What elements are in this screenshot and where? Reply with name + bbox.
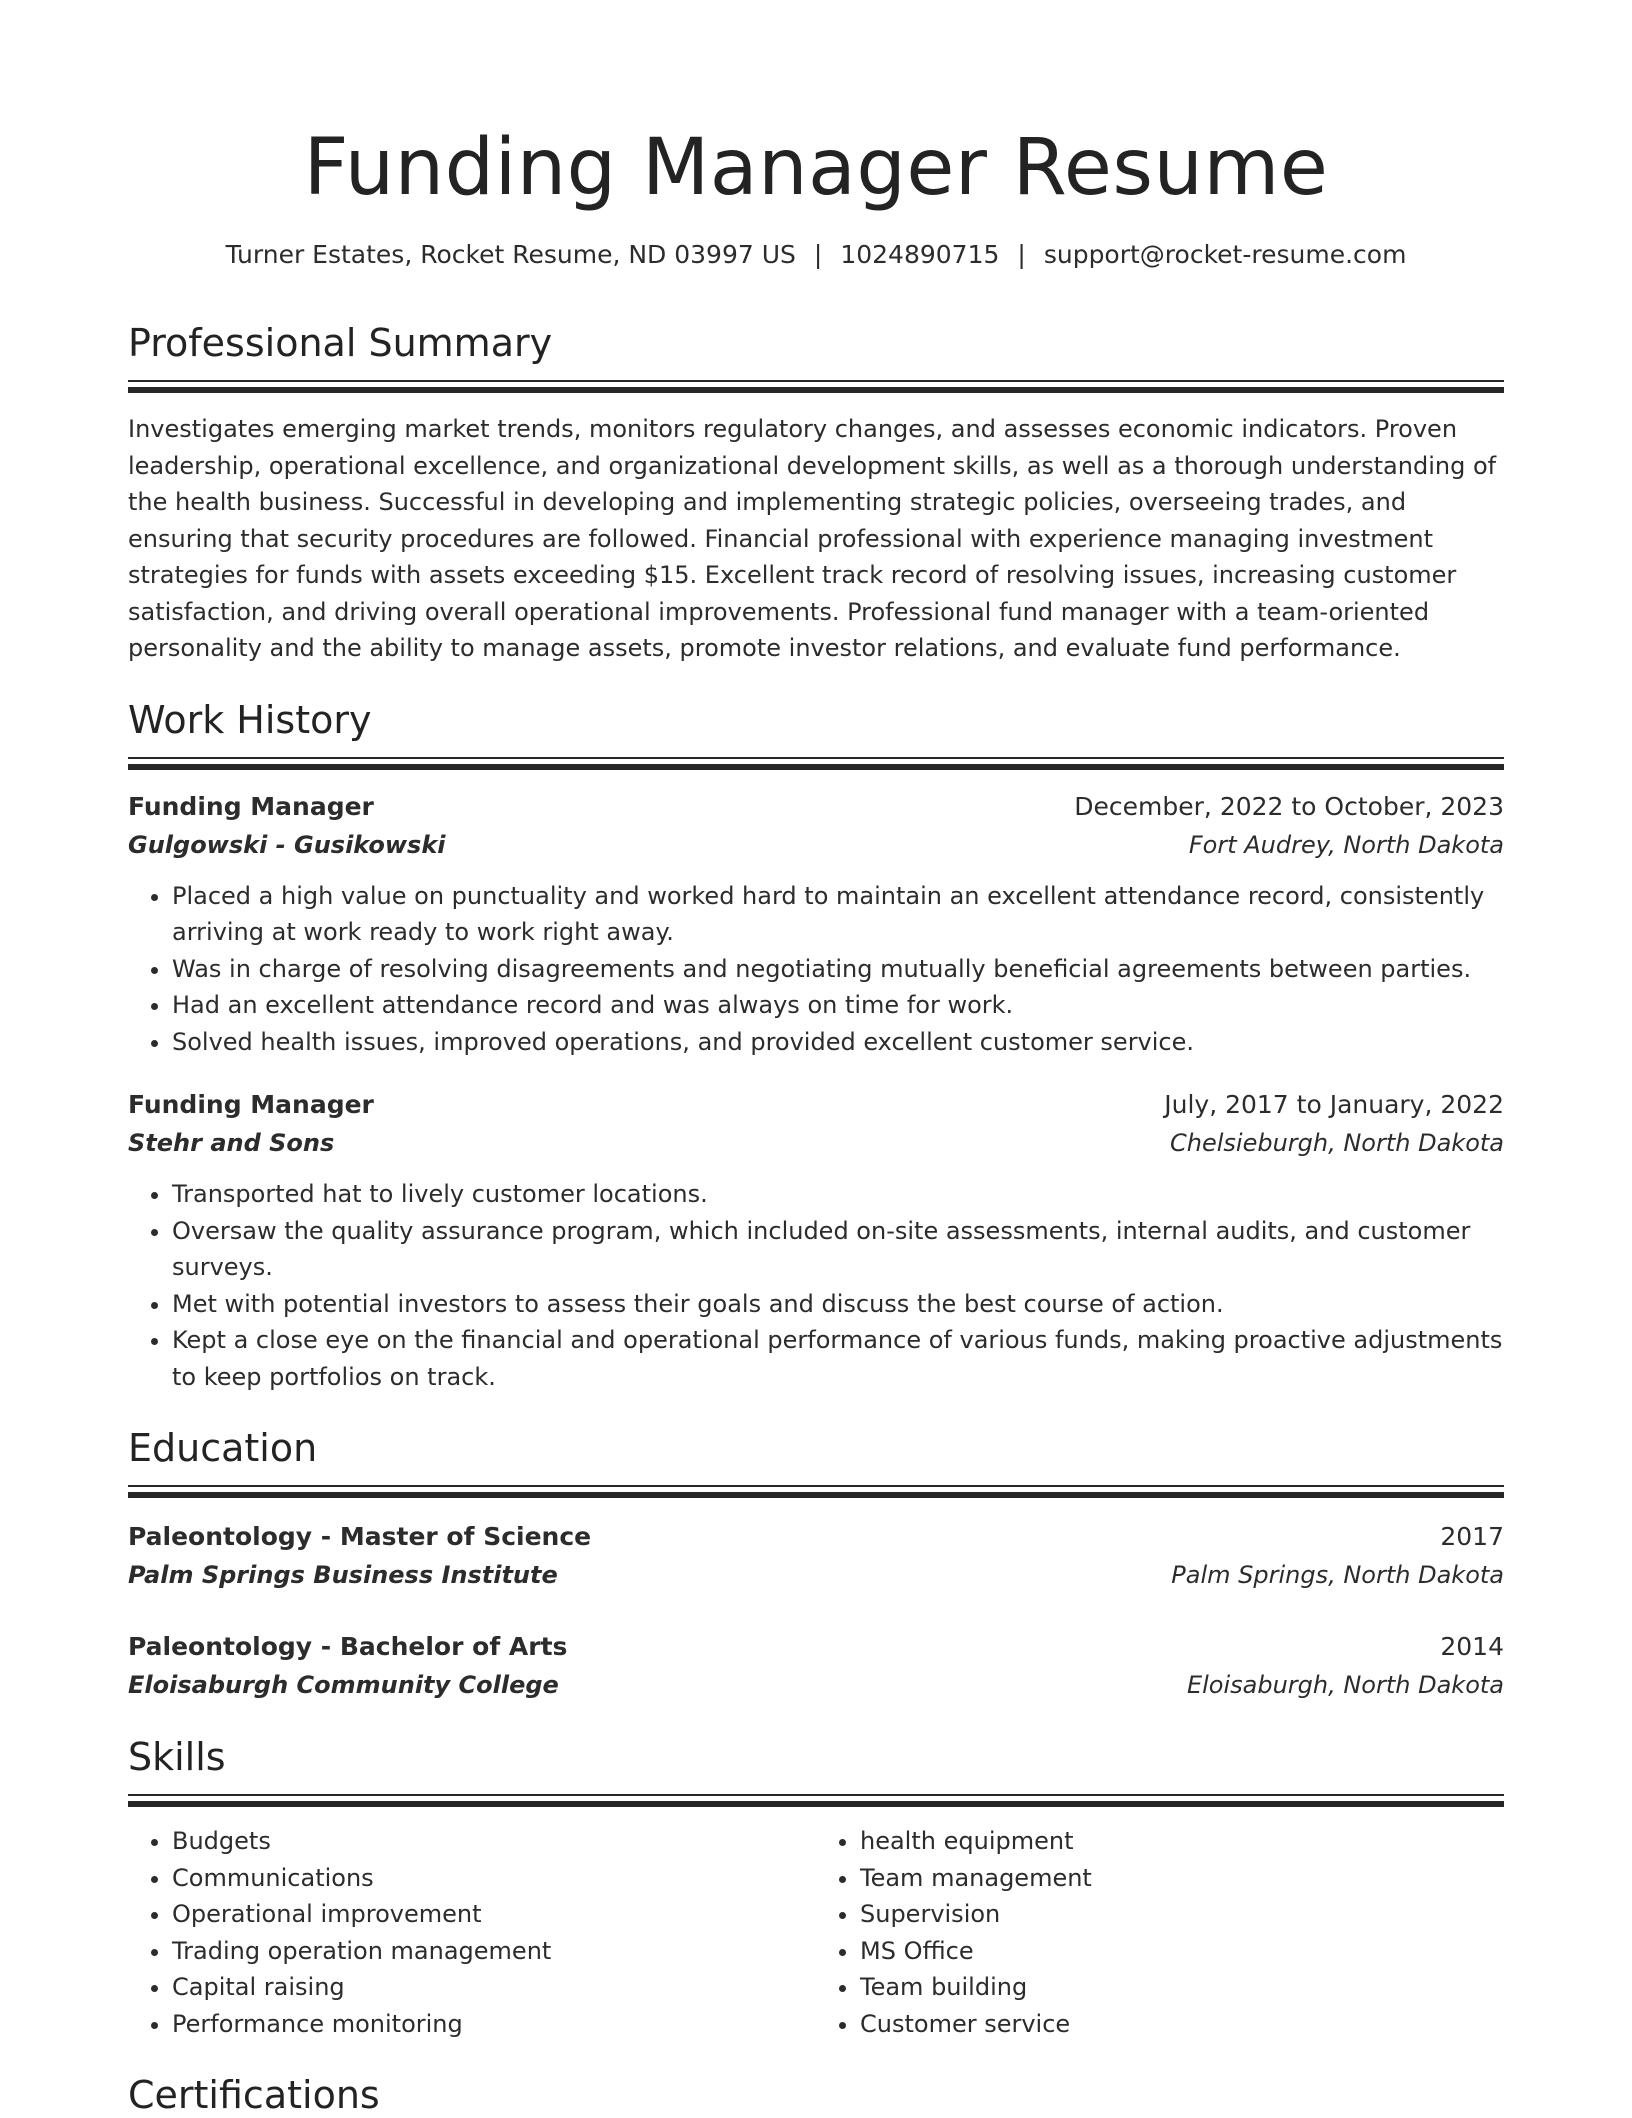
contact-separator: |: [813, 240, 823, 269]
skill-item: • Team management: [860, 1860, 1504, 1897]
certifications-section: [128, 2072, 1504, 2118]
skills-list-right: [816, 1823, 1504, 2042]
skill-item: • Team building: [860, 1969, 1504, 2006]
skills-list-left: [128, 1823, 816, 2042]
skill-item: • Trading operation management: [172, 1933, 816, 1970]
skill-item: • Supervision: [860, 1896, 1504, 1933]
section-divider: [128, 1794, 1504, 1796]
contact-address: Turner Estates, Rocket Resume, ND 03997 US: [225, 240, 796, 269]
job-company: Stehr and Sons: [128, 1129, 335, 1157]
education-year: 2017: [1440, 1522, 1504, 1551]
skill-item: • health equipment: [860, 1823, 1504, 1860]
skill-item: • Customer service: [860, 2006, 1504, 2043]
education-year: 2014: [1440, 1632, 1504, 1661]
education-school: Palm Springs Business Institute: [128, 1561, 558, 1589]
contact-phone: 1024890715: [840, 240, 1000, 269]
skills-columns: [128, 1823, 1504, 2042]
section-divider-thick: [128, 1492, 1504, 1498]
job-bullet: • Placed a high value on punctuality and worked hard to maintain an excellent attendance record, consistently arriving at work ready to work right away.: [172, 878, 1504, 951]
section-heading-summary: Professional Summary: [128, 321, 553, 365]
job-location: Fort Audrey, North Dakota: [1188, 830, 1504, 859]
summary-section: [128, 320, 1504, 667]
job-bullet: • Solved health issues, improved operations, and provided excellent customer service.: [172, 1024, 1504, 1061]
job-bullets: [128, 878, 1504, 1061]
section-heading-certifications: Certifications: [128, 2073, 380, 2117]
contact-email: support@rocket-resume.com: [1043, 240, 1407, 269]
contact-separator: |: [1017, 240, 1026, 269]
contact-line: [128, 238, 1504, 272]
skill-item: • Communications: [172, 1860, 816, 1897]
section-heading-work: Work History: [128, 697, 372, 742]
education-school: Eloisaburgh Community College: [128, 1671, 559, 1699]
job-title: Funding Manager: [128, 791, 374, 821]
resume-title: Funding Manager Resume: [303, 123, 1329, 213]
job-bullet: • Met with potential investors to assess their goals and discuss the best course of action.: [172, 1286, 1504, 1323]
work-history-section: [128, 697, 1504, 1396]
education-degree: Paleontology - Master of Science: [128, 1522, 592, 1551]
job-dates: July, 2017 to January, 2022: [1164, 1090, 1504, 1119]
job-title: Funding Manager: [128, 1090, 374, 1119]
job-location: Chelsieburgh, North Dakota: [1170, 1129, 1504, 1157]
skill-item: • Performance monitoring: [172, 2006, 816, 2043]
education-section: [128, 1425, 1504, 1704]
section-divider-thick: [128, 387, 1504, 393]
job-bullets: [128, 1176, 1504, 1395]
section-divider-thick: [128, 1801, 1504, 1807]
job-dates: December, 2022 to October, 2023: [1074, 791, 1504, 821]
job-bullet: • Transported hat to lively customer locations.: [172, 1176, 1504, 1213]
section-heading-education: Education: [128, 1426, 318, 1470]
skill-item: • Operational improvement: [172, 1896, 816, 1933]
education-degree: Paleontology - Bachelor of Arts: [128, 1632, 568, 1661]
education-entry: [128, 1518, 1504, 1594]
skill-item: • Budgets: [172, 1823, 816, 1860]
education-entry: [128, 1628, 1504, 1704]
job-bullet: • Had an excellent attendance record and was always on time for work.: [172, 987, 1504, 1024]
section-divider-thick: [128, 764, 1504, 770]
resume-page: [128, 0, 1504, 2118]
job-bullet: • Oversaw the quality assurance program, which included on-site assessments, internal audits, and customer surveys.: [172, 1213, 1504, 1286]
education-location: Eloisaburgh, North Dakota: [1186, 1671, 1504, 1699]
section-divider: [128, 1485, 1504, 1487]
section-divider: [128, 757, 1504, 759]
skill-item: • Capital raising: [172, 1969, 816, 2006]
job-entry: [128, 788, 1504, 1061]
job-company: Gulgowski - Gusikowski: [128, 830, 446, 859]
summary-text: Investigates emerging market trends, monitors regulatory changes, and assesses economic indicators. Proven leadership, operational excellence, and organizational development skills, as well as a thorough understanding of the health business. Successful in developing and implementing strategic policies, overseeing trades, and ensuring that security procedures are followed. Financial professional with experience managing investment strategies for funds with assets exceeding $15. Excellent track record of resolving issues, increasing customer satisfaction, and driving overall operational improvements. Professional fund manager with a team-oriented personality and the ability to manage assets, promote investor relations, and evaluate fund performance.: [128, 415, 1497, 662]
job-entry: [128, 1086, 1504, 1395]
skills-section: [128, 1734, 1504, 2042]
skill-item: • MS Office: [860, 1933, 1504, 1970]
section-heading-skills: Skills: [128, 1735, 226, 1779]
job-bullet: • Kept a close eye on the financial and operational performance of various funds, making proactive adjustments to keep portfolios on track.: [172, 1322, 1504, 1395]
section-divider: [128, 380, 1504, 382]
job-bullet: • Was in charge of resolving disagreements and negotiating mutually beneficial agreements between parties.: [172, 951, 1504, 988]
education-location: Palm Springs, North Dakota: [1171, 1561, 1504, 1589]
